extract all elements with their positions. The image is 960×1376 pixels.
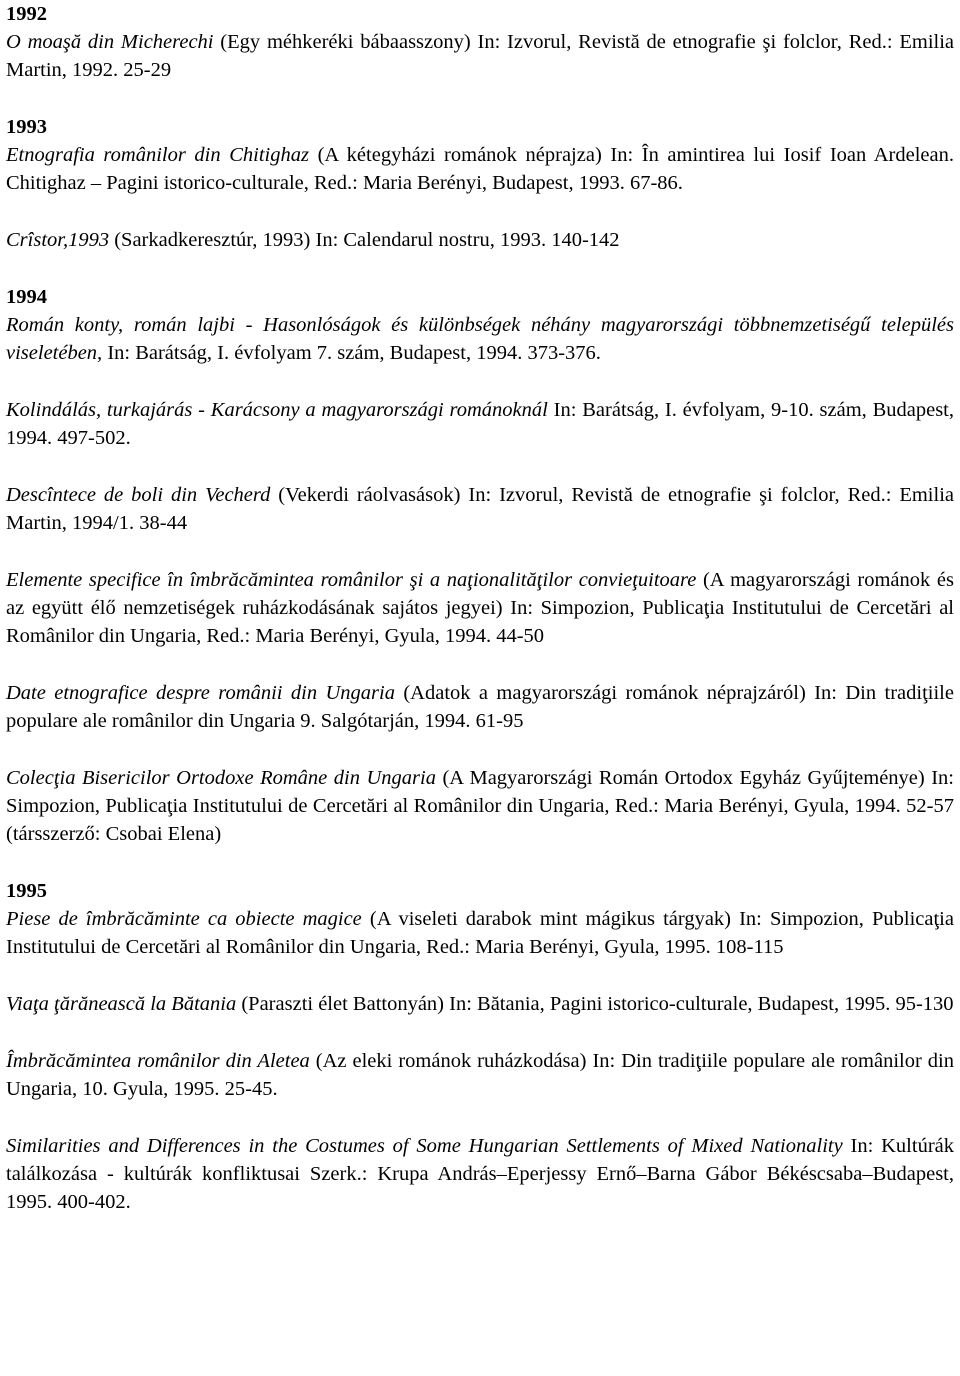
entry-title: Román konty, román lajbi - Hasonlóságok és különbségek néhány magyarországi többnemzetiségű település viseletében,	[6, 314, 954, 364]
bibliography-entry	[6, 226, 954, 254]
entry-details: In: Barátság, I. évfolyam 7. szám, Budapest, 1994. 373-376.	[102, 342, 601, 364]
entry-details: (A magyarországi románok és az együtt élő nemzetiségek ruházkodásának sajátos jegyei) In: Simpozion, Publicaţia Institutului de Cercetări al Românilor din Ungaria, Red.: Maria Berényi, Gyula, 1994. 44-50	[6, 569, 954, 647]
entry-title: Similarities and Differences in the Costumes of Some Hungarian Settlements of Mixed Nationality	[6, 1135, 843, 1157]
bibliography-entry	[6, 1047, 954, 1103]
spacer	[6, 367, 954, 396]
bibliography-entry	[6, 905, 954, 961]
entry-details: (Sarkadkeresztúr, 1993) In: Calendarul nostru, 1993. 140-142	[109, 229, 620, 251]
entry-title: Îmbrăcămintea românilor din Aletea	[6, 1050, 310, 1072]
spacer	[6, 197, 954, 226]
bibliography-entry	[6, 28, 954, 84]
entry-title: Elemente specifice în îmbrăcămintea românilor şi a naţionalităţilor convieţuitoare	[6, 569, 697, 591]
spacer	[6, 1018, 954, 1047]
spacer	[6, 254, 954, 283]
entry-details: In: Barátság, I. évfolyam, 9-10. szám, Budapest, 1994. 497-502.	[6, 399, 954, 449]
entry-details: (A viseleti darabok mint mágikus tárgyak) In: Simpozion, Publicaţia Institutului de Cercetări al Românilor din Ungaria, Red.: Maria Berényi, Gyula, 1995. 108-115	[6, 908, 954, 958]
entry-title: Crîstor,1993	[6, 229, 110, 251]
year-heading-1993: 1993	[6, 116, 47, 138]
year-heading-1995: 1995	[6, 880, 47, 902]
entry-details: (Paraszti élet Battonyán) In: Bătania, Pagini istorico-culturale, Budapest, 1995. 95-130	[236, 993, 954, 1015]
spacer	[6, 650, 954, 679]
bibliography-entry	[6, 311, 954, 367]
bibliography-entry	[6, 764, 954, 848]
entry-title: Colecţia Bisericilor Ortodoxe Române din Ungaria	[6, 767, 436, 789]
entry-title: Viaţa ţărănească la Bătania	[6, 993, 237, 1015]
entry-details: (A Magyarországi Román Ortodox Egyház Gyűjteménye) In: Simpozion, Publicaţia Institutului de Cercetări al Românilor din Ungaria, Red.: Maria Berényi, Gyula, 1994. 52-57 (társszerző: Csobai Elena)	[6, 767, 954, 845]
year-heading-1992: 1992	[6, 3, 47, 25]
entry-title: Date etnografice despre românii din Ungaria	[6, 682, 395, 704]
bibliography-entry	[6, 679, 954, 735]
entry-details: (A kétegyházi románok néprajza) In: În amintirea lui Iosif Ioan Ardelean. Chitighaz – Pagini istorico-culturale, Red.: Maria Berényi, Budapest, 1993. 67-86.	[6, 144, 954, 194]
spacer	[6, 84, 954, 113]
bibliography-entry	[6, 990, 954, 1018]
spacer	[6, 961, 954, 990]
spacer	[6, 1103, 954, 1132]
spacer	[6, 735, 954, 764]
bibliography-entry	[6, 481, 954, 537]
year-heading-1994: 1994	[6, 286, 47, 308]
entry-details: (Az eleki románok ruházkodása) In: Din tradiţiile populare ale românilor din Ungaria, 10. Gyula, 1995. 25-45.	[6, 1050, 954, 1100]
entry-details: (Vekerdi ráolvasások) In: Izvorul, Revistă de etnografie şi folclor, Red.: Emilia Martin, 1994/1. 38-44	[6, 484, 954, 534]
entry-title: Kolindálás, turkajárás - Karácsony a magyarországi románoknál	[6, 399, 548, 421]
entry-title: Descîntece de boli din Vecherd	[6, 484, 271, 506]
spacer	[6, 537, 954, 566]
bibliography-entry	[6, 396, 954, 452]
entry-details: (Egy méhkeréki bábaasszony) In: Izvorul, Revistă de etnografie şi folclor, Red.: Emilia Martin, 1992. 25-29	[6, 31, 954, 81]
entry-title: O moaşă din Micherechi	[6, 31, 214, 53]
entry-title: Etnografia românilor din Chitighaz	[6, 144, 309, 166]
entry-details: In: Kultúrák találkozása - kultúrák konfliktusai Szerk.: Krupa András–Eperjessy Ernő–Barna Gábor Békéscsaba–Budapest, 1995. 400-402.	[6, 1135, 954, 1213]
entry-title: Piese de îmbrăcăminte ca obiecte magice	[6, 908, 362, 930]
spacer	[6, 452, 954, 481]
bibliography-entry	[6, 141, 954, 197]
bibliography-entry	[6, 566, 954, 650]
spacer	[6, 848, 954, 877]
entry-details: (Adatok a magyarországi románok néprajzáról) In: Din tradiţiile populare ale românilor din Ungaria 9. Salgótarján, 1994. 61-95	[6, 682, 954, 732]
bibliography-entry	[6, 1132, 954, 1216]
